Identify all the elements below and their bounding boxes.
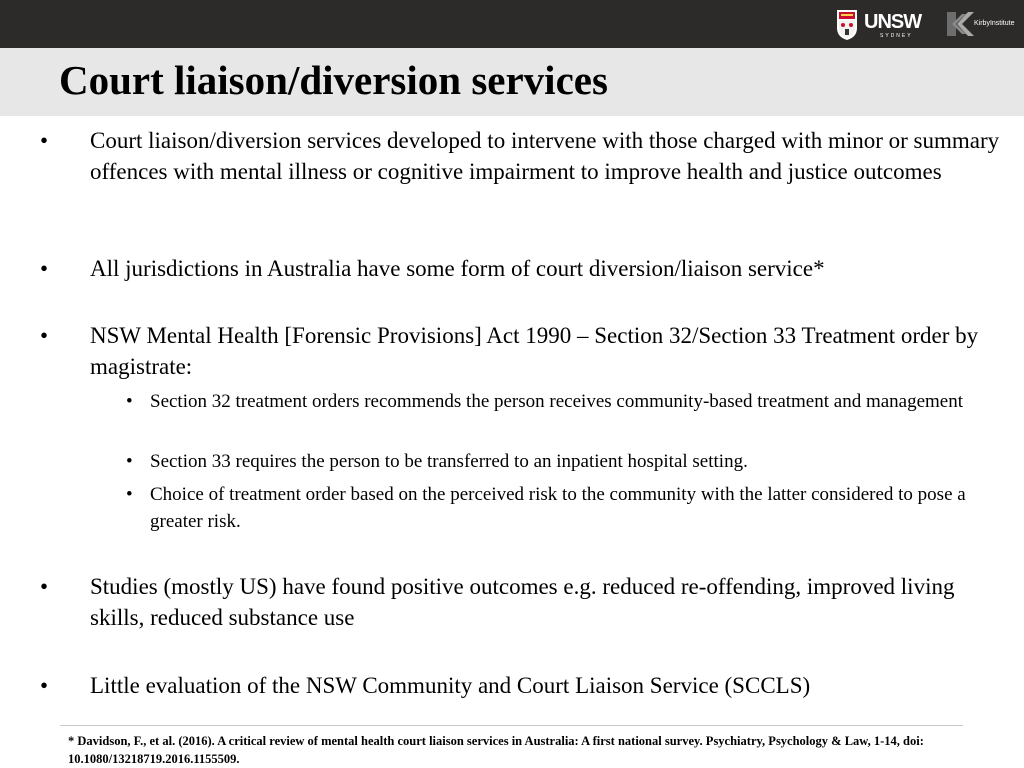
bullet-text: Court liaison/diversion services developed to intervene with those charged with minor or summary offences with mental illness or cognitive impairment to improve health and justice outcomes: [90, 128, 1000, 184]
unsw-logo-text: UNSW: [864, 11, 922, 33]
bullet-dot: •: [40, 256, 49, 281]
unsw-logo-subtitle: SYDNEY: [880, 33, 913, 39]
bullet-dot: •: [40, 574, 49, 599]
sub-bullet-dot: •: [126, 391, 133, 412]
kirby-logo-text: KirbyInstitute: [974, 20, 1015, 27]
bullet-dot: •: [40, 673, 49, 698]
unsw-crest-icon: [836, 9, 858, 41]
bullet-dot: •: [40, 128, 49, 153]
kirby-institute-logo: [944, 9, 1016, 39]
sub-bullet-text: Section 33 requires the person to be transferred to an inpatient hospital setting.: [150, 451, 748, 472]
sub-bullet-text: Choice of treatment order based on the perceived risk to the community with the latter considered to pose a greater risk.: [150, 484, 966, 532]
kirby-k-icon: [944, 9, 974, 39]
bullet-text: Studies (mostly US) have found positive outcomes e.g. reduced re-offending, improved living skills, reduced substance use: [90, 574, 955, 630]
unsw-logo: [836, 9, 928, 43]
sub-bullet-dot: •: [126, 484, 133, 505]
bullet-text: NSW Mental Health [Forensic Provisions] Act 1990 – Section 32/Section 33 Treatment order by magistrate:: [90, 323, 979, 379]
footnote-divider: [60, 725, 963, 726]
sub-bullet-dot: •: [126, 451, 133, 472]
sub-bullet-text: Section 32 treatment orders recommends the person receives community-based treatment and management: [150, 391, 964, 412]
bullet-dot: •: [40, 323, 49, 348]
slide-title: Court liaison/diversion services: [59, 57, 608, 103]
footnote-citation: * Davidson, F., et al. (2016). A critical review of mental health court liaison services in Australia: A first national survey. Psychiatry, Psychology & Law, 1-14, doi: 10.1080/13218719.2016.1155509.: [68, 734, 924, 766]
bullet-text: All jurisdictions in Australia have some form of court diversion/liaison service*: [90, 256, 825, 281]
bullet-text: Little evaluation of the NSW Community and Court Liaison Service (SCCLS): [90, 673, 811, 698]
